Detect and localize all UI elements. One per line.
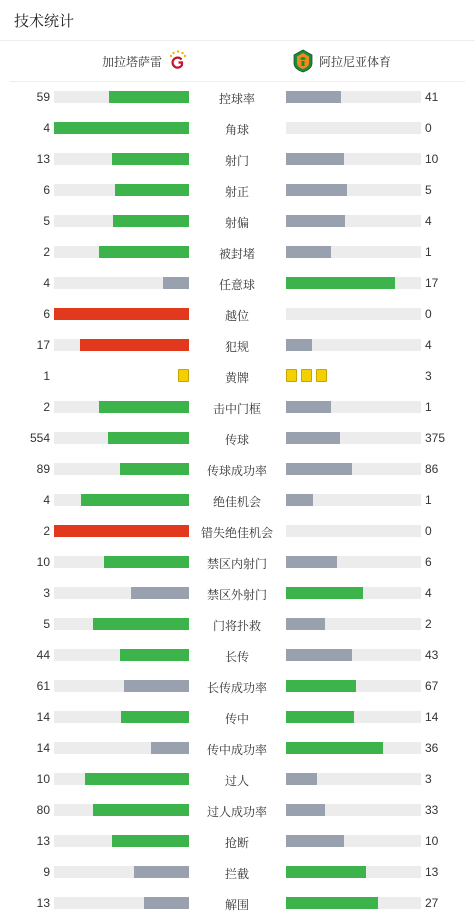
- home-value: 4: [43, 276, 50, 290]
- stat-row: [0, 763, 475, 794]
- away-value: 0: [425, 307, 432, 321]
- home-bar-track: [54, 463, 189, 475]
- away-bar-fill: [286, 339, 312, 351]
- stat-row: [0, 546, 475, 577]
- away-bar-track: [286, 494, 421, 506]
- stat-label: 传球成功率: [206, 464, 267, 478]
- stat-row: [0, 453, 475, 484]
- home-bar-fill: [124, 680, 189, 692]
- home-bar-fill: [121, 711, 189, 723]
- away-value: 4: [425, 214, 432, 228]
- home-bar-fill: [134, 866, 189, 878]
- away-value: 3: [425, 369, 432, 383]
- home-bar-fill: [151, 742, 189, 754]
- home-value: 4: [43, 121, 50, 135]
- section-title: 技术统计: [14, 13, 75, 30]
- home-bar-track: [54, 587, 189, 599]
- stat-label: 传中成功率: [206, 743, 267, 757]
- away-bar-track: [286, 866, 421, 878]
- home-bar-track: [54, 401, 189, 413]
- home-bar-fill: [115, 184, 189, 196]
- away-value: 5: [425, 183, 432, 197]
- home-bar-track: [54, 308, 189, 320]
- away-bar-fill: [286, 835, 344, 847]
- stat-label: 射偏: [224, 216, 249, 230]
- away-value: 1: [425, 400, 432, 414]
- away-bar-track: [286, 184, 421, 196]
- yellow-card-icon: [301, 369, 312, 382]
- stat-label: 长传: [224, 650, 249, 664]
- home-value: 80: [36, 803, 50, 817]
- home-bar-fill: [120, 463, 189, 475]
- alanyaspor-logo-icon: [292, 49, 314, 73]
- stat-row: [0, 732, 475, 763]
- home-bar-fill: [54, 122, 189, 134]
- home-bar-track: [54, 122, 189, 134]
- away-value: 6: [425, 555, 432, 569]
- home-value: 3: [43, 586, 50, 600]
- home-value: 554: [29, 431, 50, 445]
- away-bar-fill: [286, 773, 317, 785]
- stat-label: 过人成功率: [206, 805, 267, 819]
- stat-row: [0, 360, 475, 391]
- away-value: 10: [425, 152, 439, 166]
- stat-label: 门将扑救: [212, 619, 261, 633]
- away-bar-track: [286, 308, 421, 320]
- away-bar-fill: [286, 618, 325, 630]
- stat-label: 禁区内射门: [206, 557, 267, 571]
- yellow-card-icon: [316, 369, 327, 382]
- home-bar-track: [54, 556, 189, 568]
- home-value: 61: [36, 679, 50, 693]
- away-bar-track: [286, 587, 421, 599]
- away-value: 17: [425, 276, 439, 290]
- stat-row: [0, 174, 475, 205]
- home-bar-track: [54, 742, 189, 754]
- away-bar-fill: [286, 277, 395, 289]
- stat-label: 射正: [224, 185, 249, 199]
- away-bar-fill: [286, 897, 378, 909]
- away-value: 36: [425, 741, 439, 755]
- stat-row: [0, 825, 475, 856]
- home-value: 6: [43, 183, 50, 197]
- home-bar-fill: [144, 897, 189, 909]
- away-value: 0: [425, 121, 432, 135]
- away-bar-fill: [286, 246, 331, 258]
- home-bar-fill: [54, 525, 189, 537]
- stat-row: [0, 484, 475, 515]
- stat-label: 控球率: [218, 92, 255, 106]
- home-value: 9: [43, 865, 50, 879]
- stat-row: [0, 298, 475, 329]
- home-value: 14: [36, 710, 50, 724]
- away-bar-track: [286, 122, 421, 134]
- away-bar-track: [286, 246, 421, 258]
- home-yellow-cards: [174, 369, 189, 383]
- stat-row: [0, 794, 475, 825]
- stat-row: [0, 112, 475, 143]
- home-team-name: 加拉塔萨雷: [102, 55, 163, 69]
- home-value: 2: [43, 524, 50, 538]
- galatasaray-logo-icon: [167, 49, 189, 71]
- away-bar-fill: [286, 401, 331, 413]
- stats-list: [0, 81, 475, 918]
- away-bar-fill: [286, 742, 383, 754]
- home-bar-track: [54, 804, 189, 816]
- home-bar-track: [54, 525, 189, 537]
- away-bar-track: [286, 556, 421, 568]
- stat-row: [0, 639, 475, 670]
- home-value: 59: [36, 90, 50, 104]
- away-value: 33: [425, 803, 439, 817]
- away-bar-fill: [286, 866, 366, 878]
- stat-row: [0, 422, 475, 453]
- home-value: 4: [43, 493, 50, 507]
- away-bar-track: [286, 401, 421, 413]
- home-bar-track: [54, 649, 189, 661]
- home-value: 13: [36, 152, 50, 166]
- away-bar-fill: [286, 711, 354, 723]
- home-bar-fill: [163, 277, 189, 289]
- stat-row: [0, 81, 475, 112]
- away-value: 14: [425, 710, 439, 724]
- home-value: 2: [43, 400, 50, 414]
- home-bar-track: [54, 277, 189, 289]
- home-bar-track: [54, 618, 189, 630]
- stat-row: [0, 670, 475, 701]
- home-bar-track: [54, 835, 189, 847]
- away-bar-fill: [286, 215, 345, 227]
- stat-row: [0, 391, 475, 422]
- away-bar-track: [286, 339, 421, 351]
- home-value: 5: [43, 617, 50, 631]
- away-value: 0: [425, 524, 432, 538]
- home-bar-fill: [81, 494, 189, 506]
- away-value: 41: [425, 90, 439, 104]
- home-value: 14: [36, 741, 50, 755]
- away-bar-fill: [286, 494, 313, 506]
- stat-label: 抢断: [224, 836, 249, 850]
- stat-label: 过人: [224, 774, 249, 788]
- stat-row: [0, 701, 475, 732]
- away-bar-fill: [286, 463, 352, 475]
- away-value: 86: [425, 462, 439, 476]
- stat-label: 长传成功率: [206, 681, 267, 695]
- home-value: 17: [36, 338, 50, 352]
- stat-label: 任意球: [218, 278, 255, 292]
- away-value: 375: [425, 431, 446, 445]
- stat-row: [0, 329, 475, 360]
- home-value: 44: [36, 648, 50, 662]
- away-bar-fill: [286, 184, 347, 196]
- yellow-card-icon: [286, 369, 297, 382]
- home-bar-track: [54, 897, 189, 909]
- home-bar-track: [54, 680, 189, 692]
- away-value: 27: [425, 896, 439, 910]
- away-bar-track: [286, 153, 421, 165]
- home-bar-fill: [93, 804, 189, 816]
- teams-header: [0, 48, 475, 80]
- home-value: 10: [36, 772, 50, 786]
- stat-label: 传中: [224, 712, 249, 726]
- home-bar-track: [54, 494, 189, 506]
- away-bar-track: [286, 835, 421, 847]
- away-bar-fill: [286, 432, 340, 444]
- away-value: 67: [425, 679, 439, 693]
- stat-row: [0, 515, 475, 546]
- stat-label: 角球: [224, 123, 249, 137]
- away-bar-track: [286, 742, 421, 754]
- away-bar-track: [286, 773, 421, 785]
- stat-row: [0, 887, 475, 918]
- home-value: 13: [36, 834, 50, 848]
- stat-label: 拦截: [224, 867, 249, 881]
- home-bar-fill: [99, 246, 189, 258]
- away-bar-fill: [286, 91, 341, 103]
- home-bar-track: [54, 866, 189, 878]
- home-bar-fill: [112, 835, 189, 847]
- away-bar-track: [286, 277, 421, 289]
- home-bar-track: [54, 432, 189, 444]
- home-value: 10: [36, 555, 50, 569]
- away-value: 1: [425, 245, 432, 259]
- away-yellow-cards: [286, 369, 331, 383]
- home-bar-fill: [108, 432, 189, 444]
- stat-label: 绝佳机会: [212, 495, 261, 509]
- home-bar-fill: [54, 308, 189, 320]
- away-bar-track: [286, 432, 421, 444]
- away-bar-fill: [286, 680, 356, 692]
- away-value: 2: [425, 617, 432, 631]
- home-bar-track: [54, 215, 189, 227]
- stat-label: 禁区外射门: [206, 588, 267, 602]
- away-value: 1: [425, 493, 432, 507]
- stat-row: [0, 856, 475, 887]
- stat-label: 黄牌: [224, 371, 249, 385]
- away-bar-track: [286, 525, 421, 537]
- away-bar-track: [286, 897, 421, 909]
- stat-row: [0, 577, 475, 608]
- away-bar-track: [286, 649, 421, 661]
- home-bar-fill: [120, 649, 189, 661]
- away-value: 10: [425, 834, 439, 848]
- home-bar-track: [54, 773, 189, 785]
- stat-label: 错失绝佳机会: [200, 526, 273, 540]
- home-bar-track: [54, 184, 189, 196]
- home-value: 6: [43, 307, 50, 321]
- home-bar-fill: [80, 339, 189, 351]
- home-value: 5: [43, 214, 50, 228]
- home-bar-fill: [85, 773, 189, 785]
- divider: [0, 40, 475, 41]
- home-value: 89: [36, 462, 50, 476]
- away-team-name: 阿拉尼亚体育: [319, 55, 392, 69]
- home-bar-track: [54, 153, 189, 165]
- stat-row: [0, 267, 475, 298]
- stat-label: 传球: [224, 433, 249, 447]
- stat-row: [0, 143, 475, 174]
- stat-label: 解围: [224, 898, 249, 912]
- home-bar-fill: [104, 556, 189, 568]
- away-value: 3: [425, 772, 432, 786]
- stat-label: 越位: [224, 309, 249, 323]
- home-bar-fill: [109, 91, 189, 103]
- away-value: 4: [425, 338, 432, 352]
- away-bar-track: [286, 618, 421, 630]
- away-bar-track: [286, 463, 421, 475]
- home-value: 2: [43, 245, 50, 259]
- home-value: 13: [36, 896, 50, 910]
- stat-label: 犯规: [224, 340, 249, 354]
- away-bar-fill: [286, 649, 352, 661]
- home-bar-fill: [131, 587, 189, 599]
- away-bar-track: [286, 711, 421, 723]
- stat-row: [0, 236, 475, 267]
- home-bar-fill: [112, 153, 189, 165]
- home-bar-fill: [93, 618, 189, 630]
- away-value: 13: [425, 865, 439, 879]
- away-bar-track: [286, 215, 421, 227]
- away-value: 43: [425, 648, 439, 662]
- home-bar-fill: [113, 215, 189, 227]
- yellow-card-icon: [178, 369, 189, 382]
- stat-label: 射门: [224, 154, 249, 168]
- away-bar-fill: [286, 587, 363, 599]
- away-bar-fill: [286, 153, 344, 165]
- home-value: 1: [43, 369, 50, 383]
- stat-label: 被封堵: [218, 247, 255, 261]
- away-bar-fill: [286, 804, 325, 816]
- home-bar-track: [54, 339, 189, 351]
- home-bar-track: [54, 246, 189, 258]
- away-bar-track: [286, 680, 421, 692]
- away-bar-fill: [286, 556, 337, 568]
- home-bar-fill: [99, 401, 189, 413]
- home-bar-track: [54, 91, 189, 103]
- stat-row: [0, 608, 475, 639]
- home-bar-track: [54, 711, 189, 723]
- away-bar-track: [286, 91, 421, 103]
- away-bar-track: [286, 804, 421, 816]
- stat-row: [0, 205, 475, 236]
- stat-label: 击中门框: [212, 402, 261, 416]
- away-value: 4: [425, 586, 432, 600]
